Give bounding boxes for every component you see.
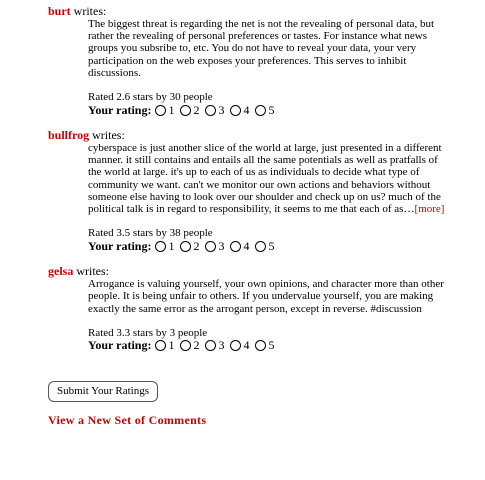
rating-summary: Rated 3.3 stars by 3 people	[88, 326, 208, 339]
rating-option-label: 2	[193, 338, 200, 353]
radio-button[interactable]	[180, 105, 191, 116]
comment-text-content: The biggest threat is regarding the net is not the revealing of personal data, but rather the revealing of personal preferences or tastes. For instance what news groups you subsribe to, etc. You do not have to reveal your data, your very participation on the web exposes your preferences. This serves to inhibit discussions.	[88, 18, 435, 79]
radio-button[interactable]	[205, 105, 216, 116]
rating-option-label: 1	[168, 238, 175, 253]
comment-header	[48, 128, 478, 142]
radio-button[interactable]	[205, 241, 216, 252]
rating-option-5[interactable]	[255, 339, 274, 352]
radio-button[interactable]	[230, 105, 241, 116]
comment-text	[88, 142, 448, 215]
rating-option-4[interactable]	[230, 339, 249, 352]
rating-option-label: 2	[193, 238, 200, 253]
rating-option-3[interactable]	[205, 240, 224, 253]
rating-option-label: 4	[243, 238, 250, 253]
rating-option-label: 3	[218, 102, 225, 117]
radio-button[interactable]	[155, 241, 166, 252]
writes-label: writes:	[76, 264, 110, 279]
comments-list	[48, 4, 478, 364]
rating-option-1[interactable]	[155, 240, 174, 253]
radio-button[interactable]	[230, 340, 241, 351]
radio-button[interactable]	[180, 340, 191, 351]
radio-button[interactable]	[155, 340, 166, 351]
rating-option-5[interactable]	[255, 240, 274, 253]
author-link[interactable]: gelsa	[48, 264, 74, 279]
radio-button[interactable]	[255, 340, 266, 351]
rating-option-label: 5	[268, 338, 275, 353]
radio-button[interactable]	[230, 241, 241, 252]
comment-text	[88, 278, 448, 315]
rating-option-label: 3	[218, 338, 225, 353]
rating-option-5[interactable]	[255, 104, 274, 117]
your-rating-label: Your rating:	[88, 238, 152, 253]
rating-option-label: 5	[268, 102, 275, 117]
comment-item	[48, 4, 478, 117]
rating-option-2[interactable]	[180, 339, 199, 352]
radio-button[interactable]	[255, 241, 266, 252]
comment-text-content: cyberspace is just another slice of the world at large, just presented in a different manner. it still contains and entails all the same potentials as well as pratfalls of the world at large. it's up to each of us as individuals to decide what type of community we want. can't we monitor our own actions and behaviors without someone else having to look over our shoulder and check up on us? much of the political talk is in regard to responsibility, it seems to me that each of as…	[88, 142, 442, 216]
rating-option-2[interactable]	[180, 240, 199, 253]
rating-summary: Rated 2.6 stars by 30 people	[88, 91, 213, 104]
rating-row	[88, 239, 448, 253]
radio-button[interactable]	[205, 340, 216, 351]
comment-text	[88, 18, 448, 79]
comment-header	[48, 264, 478, 278]
rating-option-label: 1	[168, 338, 175, 353]
radio-button[interactable]	[155, 105, 166, 116]
comment-body	[88, 278, 448, 353]
rating-option-label: 4	[243, 338, 250, 353]
rating-option-4[interactable]	[230, 240, 249, 253]
radio-button[interactable]	[180, 241, 191, 252]
rating-option-label: 5	[268, 238, 275, 253]
writes-label: writes:	[73, 4, 107, 18]
radio-button[interactable]	[255, 105, 266, 116]
your-rating-label: Your rating:	[88, 102, 152, 117]
comment-text-content: Arrogance is valuing yourself, your own opinions, and character more than other people. It is being unfair to others. If you undervalue yourself, you are making exactly the same error as the arrogant person, except in reverse. #discussion	[88, 278, 444, 315]
rating-option-1[interactable]	[155, 104, 174, 117]
rating-option-3[interactable]	[205, 339, 224, 352]
more-link[interactable]: [more]	[414, 203, 445, 216]
rating-option-4[interactable]	[230, 104, 249, 117]
rating-summary: Rated 3.5 stars by 38 people	[88, 227, 213, 240]
comment-body	[88, 18, 448, 117]
rating-option-label: 4	[243, 102, 250, 117]
rating-option-1[interactable]	[155, 339, 174, 352]
author-link[interactable]: bullfrog	[48, 128, 90, 143]
rating-option-label: 1	[168, 102, 175, 117]
your-rating-label: Your rating:	[88, 338, 152, 353]
comment-header	[48, 4, 478, 18]
rating-row	[88, 103, 448, 117]
view-new-comments-link[interactable]: View a New Set of Comments	[48, 413, 207, 427]
comment-body	[88, 142, 448, 253]
author-link[interactable]: burt	[48, 4, 71, 18]
comment-item	[48, 264, 478, 353]
rating-row	[88, 339, 448, 353]
writes-label: writes:	[92, 128, 125, 143]
submit-ratings-button[interactable]: Submit Your Ratings	[48, 381, 158, 402]
rating-option-2[interactable]	[180, 104, 199, 117]
rating-option-label: 3	[218, 238, 225, 253]
rating-option-3[interactable]	[205, 104, 224, 117]
comment-item	[48, 128, 478, 253]
rating-option-label: 2	[193, 102, 200, 117]
